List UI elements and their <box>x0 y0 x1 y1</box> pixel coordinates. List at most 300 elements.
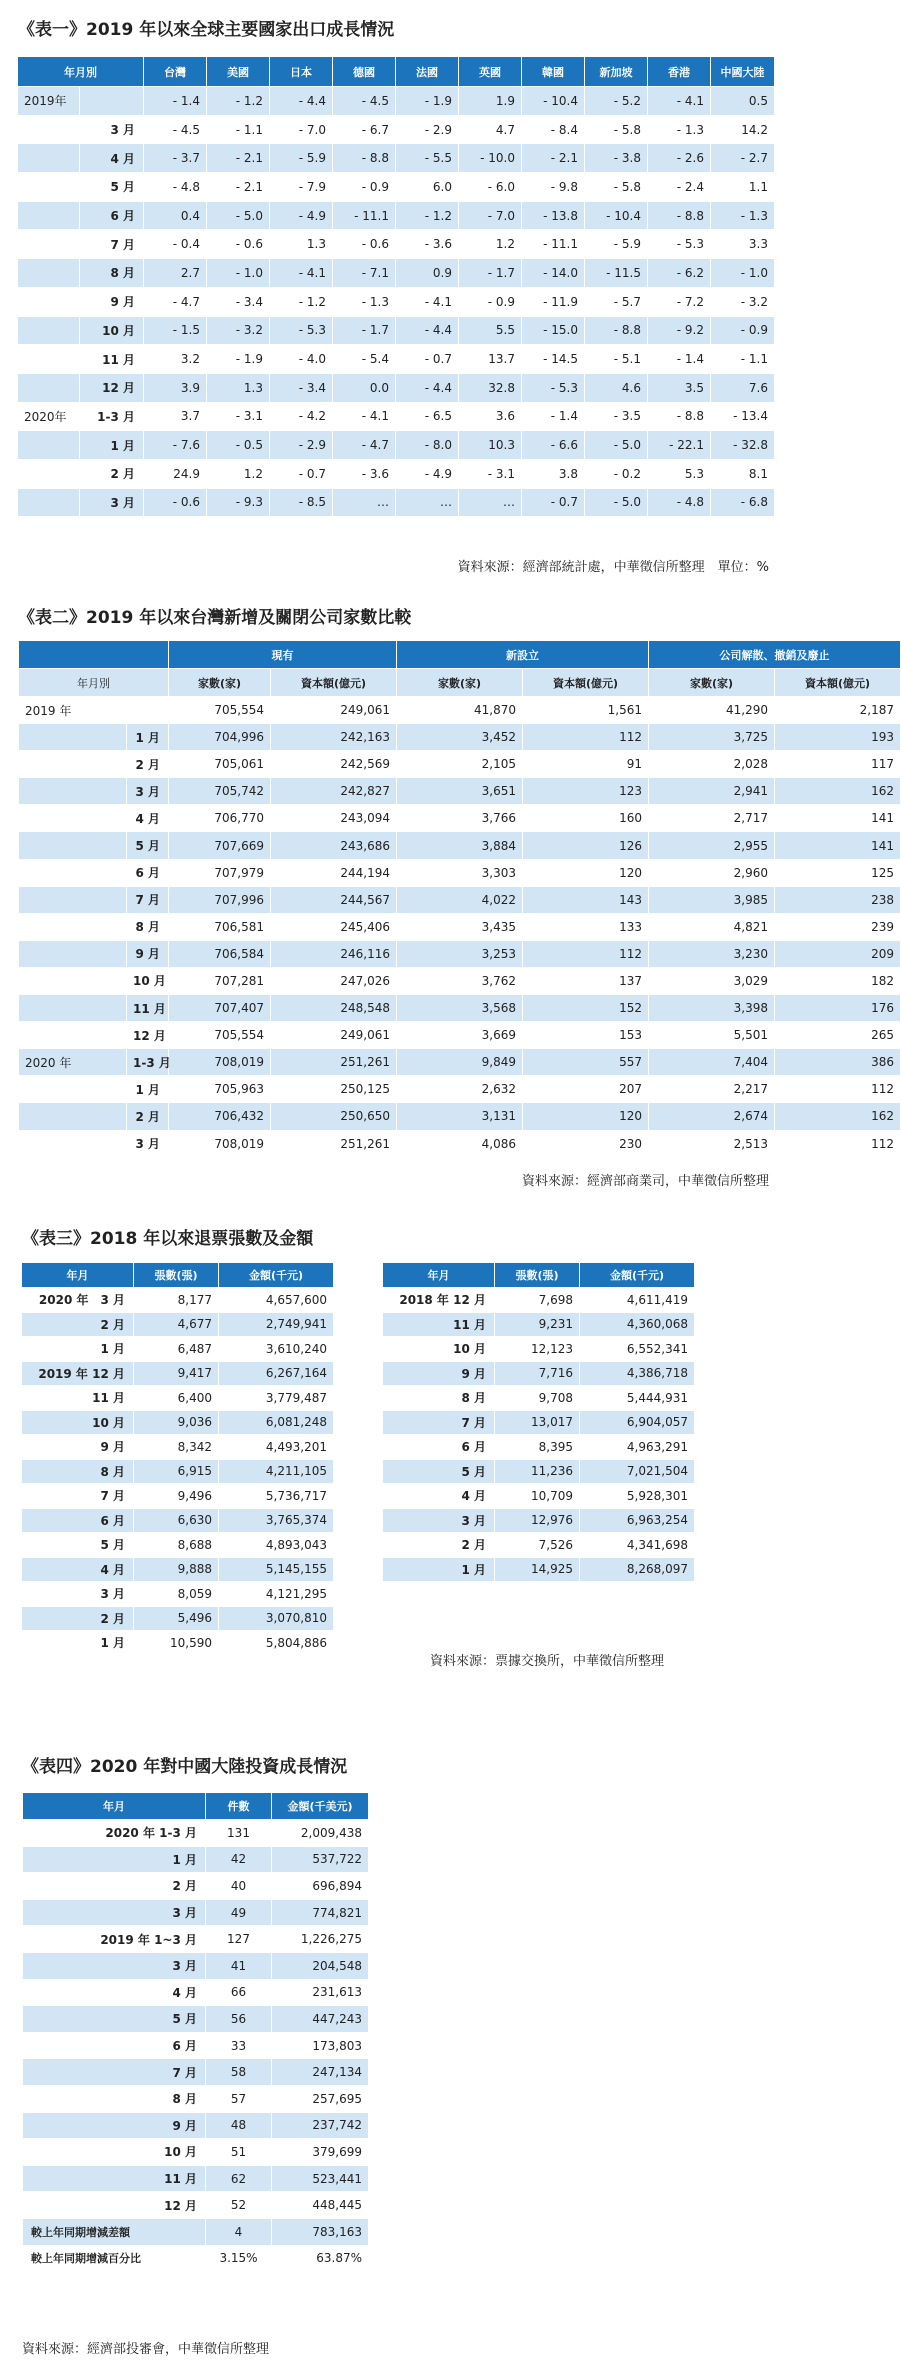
row-month-label: 3 月 <box>80 488 144 517</box>
data-cell: 3,230 <box>649 940 775 967</box>
data-cell: - 7.1 <box>333 259 396 288</box>
row-year-label <box>19 778 127 805</box>
data-cell: 3.3 <box>711 230 775 259</box>
row-month-label: 11 月 <box>127 995 169 1022</box>
data-cell: - 6.6 <box>522 431 585 460</box>
data-cell: - 6.7 <box>333 115 396 144</box>
col-header-hongkong: 香港 <box>648 57 711 87</box>
data-cell: - 8.5 <box>270 488 333 517</box>
data-cell: 2,960 <box>649 859 775 886</box>
data-cell: - 1.1 <box>711 345 775 374</box>
data-cell: 706,770 <box>169 805 271 832</box>
data-cell: 51 <box>206 2139 272 2166</box>
data-cell: - 0.5 <box>207 431 270 460</box>
table-row <box>19 778 901 805</box>
data-cell: 3,131 <box>397 1103 523 1130</box>
data-cell: 8,177 <box>134 1288 219 1313</box>
data-cell: 3,884 <box>397 832 523 859</box>
col-header-count: 張數(張) <box>134 1263 219 1288</box>
row-year-label <box>18 431 80 460</box>
row-period-label: 9 月 <box>22 1435 134 1460</box>
data-cell: 173,803 <box>272 2032 369 2059</box>
data-cell: 243,094 <box>271 805 397 832</box>
data-cell: - 1.4 <box>522 402 585 431</box>
data-cell: 242,163 <box>271 724 397 751</box>
row-month-label: 7 月 <box>127 886 169 913</box>
table-row <box>18 230 775 259</box>
table-row <box>23 2006 369 2033</box>
table-row <box>383 1386 695 1411</box>
data-cell: 4,086 <box>397 1130 523 1157</box>
row-year-label <box>19 1022 127 1049</box>
table-row <box>19 1103 901 1130</box>
data-cell: 7.6 <box>711 373 775 402</box>
data-cell: 5,736,717 <box>219 1484 334 1509</box>
row-period-label: 4 月 <box>22 1557 134 1582</box>
row-period-label: 3 月 <box>23 1952 206 1979</box>
row-period-label: 2 月 <box>22 1606 134 1631</box>
data-cell: - 14.0 <box>522 259 585 288</box>
table4-title: 《表四》2020 年對中國大陸投資成長情況 <box>22 1757 348 1777</box>
data-cell: - 2.9 <box>396 115 459 144</box>
data-cell: 63.87% <box>272 2245 369 2272</box>
table-row <box>23 1873 369 1900</box>
data-cell: - 13.8 <box>522 201 585 230</box>
data-cell: 242,569 <box>271 751 397 778</box>
data-cell: 8,268,097 <box>580 1557 695 1582</box>
col-header-uk: 英國 <box>459 57 522 87</box>
data-cell: 2,955 <box>649 832 775 859</box>
data-cell: - 7.6 <box>144 431 207 460</box>
data-cell: 9,036 <box>134 1410 219 1435</box>
data-cell: 2,105 <box>397 751 523 778</box>
data-cell: - 4.8 <box>648 488 711 517</box>
data-cell: 112 <box>775 1130 901 1157</box>
data-cell: 6,267,164 <box>219 1361 334 1386</box>
data-cell: 3,766 <box>397 805 523 832</box>
data-cell: 4.7 <box>459 115 522 144</box>
col-header-france: 法國 <box>396 57 459 87</box>
data-cell: - 3.1 <box>207 402 270 431</box>
row-period-label: 5 月 <box>22 1533 134 1558</box>
data-cell: 0.0 <box>333 373 396 402</box>
data-cell: 3,651 <box>397 778 523 805</box>
data-cell: 244,567 <box>271 886 397 913</box>
row-period-label: 5 月 <box>383 1459 495 1484</box>
data-cell: - 9.8 <box>522 173 585 202</box>
data-cell: - 1.2 <box>207 87 270 116</box>
data-cell: - 8.8 <box>333 144 396 173</box>
data-cell: - 0.6 <box>333 230 396 259</box>
data-cell: 6,552,341 <box>580 1337 695 1362</box>
row-month-label: 10 月 <box>127 967 169 994</box>
data-cell: 5,145,155 <box>219 1557 334 1582</box>
data-cell: - 2.1 <box>207 144 270 173</box>
data-cell: - 3.6 <box>396 230 459 259</box>
data-cell: 4,386,718 <box>580 1361 695 1386</box>
data-cell: … <box>459 488 522 517</box>
data-cell: 8,059 <box>134 1582 219 1607</box>
data-cell: 5,496 <box>134 1606 219 1631</box>
data-cell: - 4.4 <box>396 316 459 345</box>
data-cell: 9,888 <box>134 1557 219 1582</box>
data-cell: 52 <box>206 2192 272 2219</box>
row-month-label: 5 月 <box>80 173 144 202</box>
data-cell: - 0.9 <box>459 287 522 316</box>
data-cell: 7,021,504 <box>580 1459 695 1484</box>
data-cell: - 6.8 <box>711 488 775 517</box>
row-year-label <box>19 1076 127 1103</box>
table1-export-growth <box>17 56 775 517</box>
data-cell: 783,163 <box>272 2218 369 2245</box>
row-period-label: 2018 年 12 月 <box>383 1288 495 1313</box>
data-cell: 705,554 <box>169 1022 271 1049</box>
row-year-label <box>18 373 80 402</box>
row-period-label: 2020 年 1-3 月 <box>23 1820 206 1847</box>
row-year-label <box>19 1130 127 1157</box>
table-row <box>19 751 901 778</box>
row-period-label: 8 月 <box>383 1386 495 1411</box>
row-year-label <box>18 144 80 173</box>
data-cell: 4,360,068 <box>580 1312 695 1337</box>
table-row <box>19 913 901 940</box>
data-cell: - 5.3 <box>522 373 585 402</box>
data-cell: 125 <box>775 859 901 886</box>
data-cell: 162 <box>775 1103 901 1130</box>
data-cell: 3,452 <box>397 724 523 751</box>
data-cell: - 4.9 <box>396 459 459 488</box>
row-period-label: 5 月 <box>23 2006 206 2033</box>
data-cell: 231,613 <box>272 1979 369 2006</box>
data-cell: 5,501 <box>649 1022 775 1049</box>
data-cell: 1.9 <box>459 87 522 116</box>
table-row <box>23 1846 369 1873</box>
data-cell: 1.3 <box>207 373 270 402</box>
data-cell: 2,028 <box>649 751 775 778</box>
data-cell: 41,290 <box>649 697 775 724</box>
row-period-label: 10 月 <box>23 2139 206 2166</box>
table-row <box>22 1435 334 1460</box>
table4-china-investment <box>22 1792 369 2272</box>
row-month-label: 11 月 <box>80 345 144 374</box>
data-cell: - 9.3 <box>207 488 270 517</box>
data-cell: 1.2 <box>459 230 522 259</box>
data-cell: - 5.2 <box>585 87 648 116</box>
data-cell: - 8.8 <box>648 402 711 431</box>
data-cell: 9,496 <box>134 1484 219 1509</box>
data-cell: 4,893,043 <box>219 1533 334 1558</box>
data-cell: - 0.7 <box>522 488 585 517</box>
data-cell: - 2.1 <box>522 144 585 173</box>
data-cell: 1.2 <box>207 459 270 488</box>
data-cell: - 2.1 <box>207 173 270 202</box>
data-cell: 41,870 <box>397 697 523 724</box>
data-cell: - 4.4 <box>396 373 459 402</box>
data-cell: - 5.3 <box>648 230 711 259</box>
data-cell: 7,698 <box>495 1288 580 1313</box>
data-cell: 141 <box>775 832 901 859</box>
data-cell: 1,561 <box>523 697 649 724</box>
data-cell: - 4.4 <box>270 87 333 116</box>
data-cell: 6.0 <box>396 173 459 202</box>
col-header-amount: 金額(千美元) <box>272 1793 369 1820</box>
data-cell: 4,211,105 <box>219 1459 334 1484</box>
data-cell: - 0.2 <box>585 459 648 488</box>
table3-title: 《表三》2018 年以來退票張數及金額 <box>22 1229 314 1249</box>
col-header-period: 年月 <box>22 1263 134 1288</box>
row-month-label: 9 月 <box>80 287 144 316</box>
data-cell: 708,019 <box>169 1130 271 1157</box>
data-cell: 2,749,941 <box>219 1312 334 1337</box>
row-month-label: 12 月 <box>80 373 144 402</box>
data-cell: - 4.8 <box>144 173 207 202</box>
row-period-label: 12 月 <box>23 2192 206 2219</box>
data-cell: 14,925 <box>495 1557 580 1582</box>
data-cell: 2,674 <box>649 1103 775 1130</box>
data-cell: - 10.4 <box>585 201 648 230</box>
data-cell: 182 <box>775 967 901 994</box>
table-row <box>19 886 901 913</box>
row-year-label: 2020 年 <box>19 1049 127 1076</box>
data-cell: - 1.9 <box>207 345 270 374</box>
data-cell: 3,765,374 <box>219 1508 334 1533</box>
data-cell: - 10.4 <box>522 87 585 116</box>
data-cell: 2,009,438 <box>272 1820 369 1847</box>
table-row <box>19 832 901 859</box>
data-cell: 523,441 <box>272 2165 369 2192</box>
data-cell: 705,554 <box>169 697 271 724</box>
data-cell: 251,261 <box>271 1130 397 1157</box>
table3-source-note: 資料來源：票據交換所，中華徵信所整理 <box>430 1654 665 1669</box>
table-row <box>18 287 775 316</box>
data-cell: - 1.7 <box>459 259 522 288</box>
table-row <box>19 1130 901 1157</box>
data-cell: 3,762 <box>397 967 523 994</box>
row-year-label <box>19 805 127 832</box>
table-row <box>23 1952 369 1979</box>
data-cell: 7,716 <box>495 1361 580 1386</box>
data-cell: 4,341,698 <box>580 1533 695 1558</box>
row-year-label <box>19 859 127 886</box>
table-row <box>22 1533 334 1558</box>
data-cell: - 0.9 <box>711 316 775 345</box>
data-cell: - 7.0 <box>270 115 333 144</box>
data-cell: - 1.4 <box>648 345 711 374</box>
data-cell: - 3.2 <box>207 316 270 345</box>
row-year-label <box>19 832 127 859</box>
table4-source-note: 資料來源：經濟部投審會，中華徵信所整理 <box>22 2342 270 2357</box>
row-year-label <box>18 345 80 374</box>
data-cell: 0.4 <box>144 201 207 230</box>
data-cell: - 0.6 <box>207 230 270 259</box>
row-period-label: 1 月 <box>383 1557 495 1582</box>
row-period-label: 7 月 <box>23 2059 206 2086</box>
data-cell: 5,928,301 <box>580 1484 695 1509</box>
data-cell: - 9.2 <box>648 316 711 345</box>
table-row <box>22 1484 334 1509</box>
table-row <box>383 1312 695 1337</box>
data-cell: 4,121,295 <box>219 1582 334 1607</box>
data-cell: - 4.1 <box>333 402 396 431</box>
table-row <box>23 2059 369 2086</box>
data-cell: - 6.0 <box>459 173 522 202</box>
data-cell: - 3.2 <box>711 287 775 316</box>
data-cell: 10,590 <box>134 1631 219 1656</box>
col-header-period: 年月別 <box>19 669 169 697</box>
data-cell: 249,061 <box>271 697 397 724</box>
data-cell: 2,187 <box>775 697 901 724</box>
row-month-label: 2 月 <box>127 1103 169 1130</box>
row-period-label: 6 月 <box>383 1435 495 1460</box>
data-cell: 8,342 <box>134 1435 219 1460</box>
col-header-china: 中國大陸 <box>711 57 775 87</box>
table-row <box>22 1606 334 1631</box>
row-month-label: 9 月 <box>127 940 169 967</box>
data-cell: 250,650 <box>271 1103 397 1130</box>
row-period-label: 7 月 <box>383 1410 495 1435</box>
data-cell: 6,487 <box>134 1337 219 1362</box>
row-year-label <box>19 967 127 994</box>
data-cell: 707,669 <box>169 832 271 859</box>
data-cell: 6,915 <box>134 1459 219 1484</box>
table-row <box>18 373 775 402</box>
data-cell: 257,695 <box>272 2085 369 2112</box>
data-cell: 706,432 <box>169 1103 271 1130</box>
table-row <box>23 2165 369 2192</box>
data-cell: - 3.4 <box>207 287 270 316</box>
row-period-label: 6 月 <box>23 2032 206 2059</box>
data-cell: 707,996 <box>169 886 271 913</box>
data-cell: 41 <box>206 1952 272 1979</box>
data-cell: 537,722 <box>272 1846 369 1873</box>
group-header-blank <box>19 641 169 669</box>
data-cell: 705,061 <box>169 751 271 778</box>
row-period-label: 1 月 <box>22 1337 134 1362</box>
table-row <box>18 345 775 374</box>
data-cell: 3.6 <box>459 402 522 431</box>
data-cell: - 8.8 <box>585 316 648 345</box>
data-cell: 58 <box>206 2059 272 2086</box>
table-row <box>22 1337 334 1362</box>
table-row <box>23 1899 369 1926</box>
data-cell: 32.8 <box>459 373 522 402</box>
row-year-label <box>18 316 80 345</box>
table-row <box>383 1361 695 1386</box>
data-cell: 379,699 <box>272 2139 369 2166</box>
data-cell: 5.5 <box>459 316 522 345</box>
table-row <box>19 805 901 832</box>
data-cell: 91 <box>523 751 649 778</box>
data-cell: - 2.4 <box>648 173 711 202</box>
data-cell: 40 <box>206 1873 272 1900</box>
data-cell: - 4.5 <box>333 87 396 116</box>
data-cell: 4,821 <box>649 913 775 940</box>
table-row <box>18 488 775 517</box>
row-month-label: 3 月 <box>80 115 144 144</box>
data-cell: - 6.5 <box>396 402 459 431</box>
data-cell: - 4.1 <box>396 287 459 316</box>
table-row <box>22 1582 334 1607</box>
data-cell: 706,584 <box>169 940 271 967</box>
row-period-label: 3 月 <box>22 1582 134 1607</box>
data-cell: 239 <box>775 913 901 940</box>
table-row <box>19 967 901 994</box>
data-cell: 7,526 <box>495 1533 580 1558</box>
data-cell: 141 <box>775 805 901 832</box>
table-row <box>383 1533 695 1558</box>
row-year-label: 2019 年 <box>19 697 127 724</box>
data-cell: 246,116 <box>271 940 397 967</box>
data-cell: - 5.8 <box>585 173 648 202</box>
row-month-label <box>80 87 144 116</box>
data-cell: 209 <box>775 940 901 967</box>
data-cell: - 11.9 <box>522 287 585 316</box>
data-cell: 707,281 <box>169 967 271 994</box>
data-cell: 3,669 <box>397 1022 523 1049</box>
data-cell: 49 <box>206 1899 272 1926</box>
row-year-label <box>19 1103 127 1130</box>
row-period-label: 3 月 <box>23 1899 206 1926</box>
row-period-label: 11 月 <box>23 2165 206 2192</box>
data-cell: - 1.1 <box>207 115 270 144</box>
row-year-label <box>18 201 80 230</box>
data-cell: - 11.1 <box>333 201 396 230</box>
data-cell: 707,979 <box>169 859 271 886</box>
data-cell: 1.1 <box>711 173 775 202</box>
data-cell: 1,226,275 <box>272 1926 369 1953</box>
table-row <box>23 2139 369 2166</box>
data-cell: 2.7 <box>144 259 207 288</box>
data-cell: - 3.1 <box>459 459 522 488</box>
data-cell: 2,717 <box>649 805 775 832</box>
row-period-label: 11 月 <box>383 1312 495 1337</box>
row-period-label: 9 月 <box>383 1361 495 1386</box>
row-period-label: 11 月 <box>22 1386 134 1411</box>
data-cell: - 5.0 <box>585 488 648 517</box>
table-row <box>22 1557 334 1582</box>
table-row <box>23 1820 369 1847</box>
table3-bounced-checks-left <box>21 1262 334 1656</box>
data-cell: 4,677 <box>134 1312 219 1337</box>
data-cell: - 1.9 <box>396 87 459 116</box>
table-row <box>19 1022 901 1049</box>
data-cell: - 14.5 <box>522 345 585 374</box>
data-cell: - 1.3 <box>711 201 775 230</box>
data-cell: 3.9 <box>144 373 207 402</box>
data-cell: 112 <box>523 724 649 751</box>
data-cell: - 5.0 <box>585 431 648 460</box>
row-period-label: 較上年同期增減百分比 <box>23 2245 206 2272</box>
data-cell: 3,029 <box>649 967 775 994</box>
row-period-label: 2 月 <box>23 1873 206 1900</box>
row-period-label: 6 月 <box>22 1508 134 1533</box>
data-cell: 13,017 <box>495 1410 580 1435</box>
row-month-label: 1 月 <box>127 724 169 751</box>
data-cell: - 10.0 <box>459 144 522 173</box>
data-cell: - 0.7 <box>396 345 459 374</box>
data-cell: 3.2 <box>144 345 207 374</box>
data-cell: 249,061 <box>271 1022 397 1049</box>
row-month-label: 6 月 <box>127 859 169 886</box>
data-cell: 12,123 <box>495 1337 580 1362</box>
data-cell: 6,904,057 <box>580 1410 695 1435</box>
data-cell: - 4.1 <box>648 87 711 116</box>
table-row <box>23 1979 369 2006</box>
group-header-new: 新設立 <box>397 641 649 669</box>
data-cell: 13.7 <box>459 345 522 374</box>
data-cell: 24.9 <box>144 459 207 488</box>
data-cell: 243,686 <box>271 832 397 859</box>
